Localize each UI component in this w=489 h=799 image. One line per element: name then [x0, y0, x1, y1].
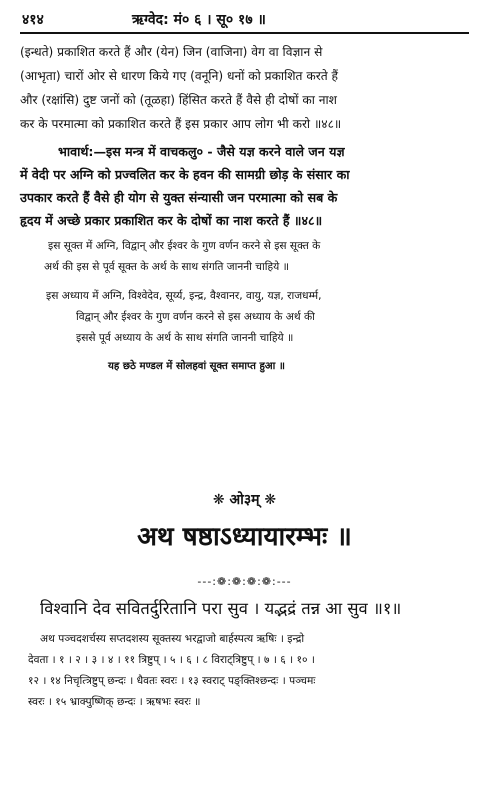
sukta-summary-line: अर्थ की इस से पूर्व सूक्त के अर्थ के साथ संगति जाननी चाहिये ॥ — [44, 261, 289, 273]
meta-line: १२ । १४ निचृत्त्रिष्टुप् छन्दः । धैवतः स्वरः । १३ स्वराट् पङ्क्तिश्छन्दः । पञ्चमः — [28, 675, 316, 687]
bhavartha-line: उपकार करते हैं वैसे ही योग से युक्त संन्यासी जन परमात्मा को सब के — [20, 190, 338, 205]
paragraph-line: कर के परमात्मा को प्रकाशित करते हैं इस प्रकार आप लोग भी करो ॥४८॥ — [20, 117, 342, 131]
meta-line: देवता । १ । २ । ३ । ४ । ११ त्रिष्टुप् । ५ । ६ । ८ विराट्त्रिष्टुप् । ७ । ६ । १० । — [28, 654, 315, 666]
ornament-divider: ---:❁:❁:❁:❁:--- — [197, 575, 292, 588]
bhavartha-line: भावार्थ:—इस मन्त्र में वाचकलु० - जैसे यज्ञ करने वाले जन यज्ञ — [58, 144, 345, 159]
page-number: ४१४ — [22, 12, 44, 28]
meta-line: स्वरः । १५ भ्राक्पुष्णिक् छन्दः । ऋषभः स्वरः ॥ — [28, 696, 201, 708]
sukta-summary-line: इस सूक्त में अग्नि, विद्वान् और ईश्वर के गुण वर्णन करने से इस सूक्त के — [48, 240, 321, 252]
bhavartha-line: में वेदी पर अग्नि को प्रज्वलित कर के हवन की सामग्री छोड़ के संसार का — [20, 167, 350, 182]
paragraph-line: और (रक्षांसि) दुष्ट जनों को (तूळहा) हिंसित करते हैं वैसे ही दोषों का नाश — [20, 93, 337, 107]
page-header — [22, 8, 469, 32]
paragraph-line: (आभृता) चारों ओर से धारण किये गए (वनूनि) धनों को प्रकाशित करते हैं — [20, 69, 338, 83]
running-title: ऋग्वेद: मं० ६ । सू० १७ ॥ — [132, 12, 266, 28]
bhavartha-line: हृदय में अच्छे प्रकार प्रकाशित कर के दोषों का नाश करते हैं ॥४८॥ — [20, 213, 323, 228]
meta-line: अथ पञ्चदशर्चस्य सप्तदशस्य सूक्तस्य भरद्वाजो बार्हस्पत्य ऋषिः । इन्द्रो — [40, 633, 305, 645]
mantra-line: विश्वानि देव सवितर्दुरितानि परा सुव । यद्भद्रं तन्न आ सुव ॥१॥ — [40, 599, 402, 618]
adhyaya-summary-line: विद्वान् और ईश्वर के गुण वर्णन करने से इस अध्याय के अर्थ की — [76, 311, 315, 323]
adhyaya-summary-line: इससे पूर्व अध्याय के अर्थ के साथ संगति जाननी चाहिये ॥ — [76, 332, 294, 344]
paragraph-line: (इन्धते) प्रकाशित करते हैं और (येन) जिन (वाजिना) वेग वा विज्ञान से — [20, 45, 323, 59]
adhyaya-heading: अथ षष्ठाऽध्यायारम्भः ॥ — [137, 522, 352, 552]
adhyaya-summary-line: इस अध्याय में अग्नि, विश्वेदेव, सूर्य्य, इन्द्र, वैश्वानर, वायु, यज्ञ, राजधर्म्म, — [46, 290, 322, 302]
header-rule — [20, 32, 469, 34]
om-heading: ❋ ओ३म् ❋ — [212, 492, 277, 508]
colophon: यह छठे मण्डल में सोलहवां सूक्त समाप्त हुआ ॥ — [108, 361, 285, 372]
